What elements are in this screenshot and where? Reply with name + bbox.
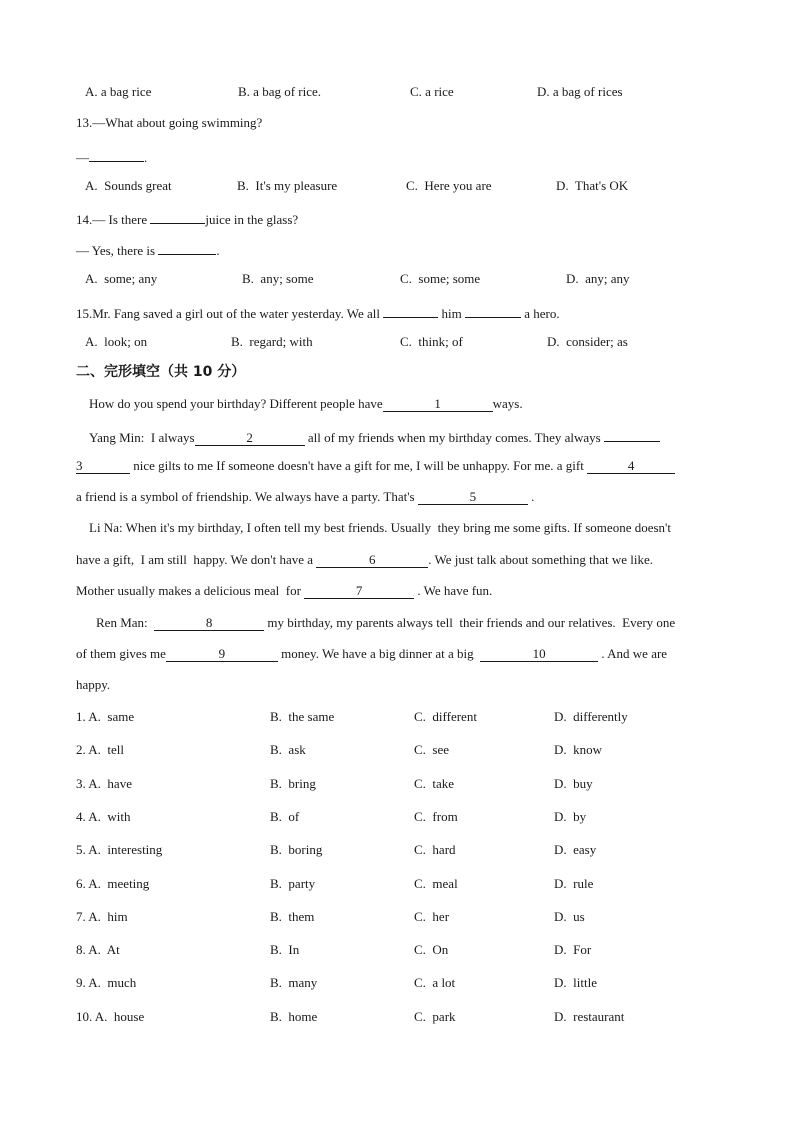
passage-text: a friend is a symbol of friendship. We always have a party. That's: [76, 489, 418, 504]
cloze-q4-option-d[interactable]: D. by: [554, 809, 587, 824]
cloze-q7-option-a[interactable]: 7. A. him: [76, 909, 128, 924]
cloze-q6-option-a[interactable]: 6. A. meeting: [76, 876, 150, 891]
passage-text: Ren Man:: [96, 615, 155, 630]
cloze-q5-option-b[interactable]: B. boring: [270, 842, 323, 857]
passage-line-10: happy.: [76, 677, 111, 692]
passage-line-6: [76, 552, 653, 568]
q13-option-d[interactable]: D. That's OK: [556, 178, 629, 193]
passage-text: How do you spend your birthday? Different people have: [89, 396, 383, 411]
q12-option-a[interactable]: A. a bag rice: [85, 84, 152, 99]
cloze-q3-option-a[interactable]: 3. A. have: [76, 776, 132, 791]
q13-option-c[interactable]: C. Here you are: [406, 178, 492, 193]
passage-line-9: [76, 646, 667, 662]
cloze-q4-option-c[interactable]: C. from: [414, 809, 458, 824]
cloze-blank-3[interactable]: 3: [76, 459, 130, 474]
cloze-q6-option-d[interactable]: D. rule: [554, 876, 594, 891]
passage-text: of them gives me: [76, 646, 166, 661]
cloze-q8-option-d[interactable]: D. For: [554, 942, 592, 957]
cloze-q3-option-b[interactable]: B. bring: [270, 776, 316, 791]
cloze-q9-option-a[interactable]: 9. A. much: [76, 975, 137, 990]
cloze-blank-6[interactable]: 6: [316, 553, 428, 568]
q13-reply-suffix: .: [144, 150, 148, 165]
passage-text: .: [527, 489, 535, 504]
passage-line-8: [96, 615, 675, 631]
q14-reply: [76, 240, 220, 259]
passage-text: ways.: [492, 396, 523, 411]
q13-stem: 13.—What about going swimming?: [76, 115, 263, 130]
cloze-blank-1[interactable]: 1: [383, 397, 493, 412]
passage-line-2: [89, 427, 660, 446]
q14-stem-a: 14.— Is there: [76, 212, 151, 227]
cloze-q4-option-b[interactable]: B. of: [270, 809, 300, 824]
cloze-q2-option-a[interactable]: 2. A. tell: [76, 742, 125, 757]
q15-option-d[interactable]: D. consider; as: [547, 334, 628, 349]
passage-line-3: [76, 458, 675, 474]
passage-text: Yang Min: I always: [89, 430, 195, 445]
cloze-q8-option-b[interactable]: B. In: [270, 942, 300, 957]
q14-option-d[interactable]: D. any; any: [566, 271, 630, 286]
cloze-blank-2[interactable]: 2: [195, 431, 305, 446]
cloze-q2-option-c[interactable]: C. see: [414, 742, 450, 757]
q14-reply-prefix: — Yes, there is: [76, 243, 159, 258]
cloze-q3-option-d[interactable]: D. buy: [554, 776, 593, 791]
cloze-q8-option-a[interactable]: 8. A. At: [76, 942, 120, 957]
q15-stem-b: him: [438, 306, 465, 321]
q12-option-c[interactable]: C. a rice: [410, 84, 454, 99]
cloze-q10-option-b[interactable]: B. home: [270, 1009, 318, 1024]
cloze-blank-7[interactable]: 7: [304, 584, 414, 599]
cloze-q10-option-a[interactable]: 10. A. house: [76, 1009, 145, 1024]
q15-option-c[interactable]: C. think; of: [400, 334, 463, 349]
passage-text: . We have fun.: [414, 583, 493, 598]
q12-option-b[interactable]: B. a bag of rice.: [238, 84, 322, 99]
q15-stem: [76, 303, 560, 322]
q12-option-d[interactable]: D. a bag of rices: [537, 84, 623, 99]
q13-reply-prefix: —: [76, 150, 89, 165]
passage-line-4: [76, 489, 534, 505]
cloze-q9-option-c[interactable]: C. a lot: [414, 975, 456, 990]
cloze-q6-option-b[interactable]: B. party: [270, 876, 316, 891]
q14-option-c[interactable]: C. some; some: [400, 271, 481, 286]
passage-text: nice gilts to me If someone doesn't have a gift for me, I will be unhappy. For me. a gift: [130, 458, 588, 473]
q14-stem: [76, 209, 298, 228]
cloze-blank-3-start[interactable]: [604, 427, 660, 442]
cloze-blank-9[interactable]: 9: [166, 647, 278, 662]
passage-text: my birthday, my parents always tell their friends and our relatives. Every one: [264, 615, 676, 630]
cloze-q4-option-a[interactable]: 4. A. with: [76, 809, 131, 824]
passage-text: money. We have a big dinner at a big: [277, 646, 481, 661]
q13-option-b[interactable]: B. It's my pleasure: [237, 178, 338, 193]
cloze-q9-option-d[interactable]: D. little: [554, 975, 597, 990]
q13-reply: [76, 147, 147, 166]
passage-line-7: [76, 583, 492, 599]
cloze-q1-option-b[interactable]: B. the same: [270, 709, 335, 724]
cloze-q7-option-d[interactable]: D. us: [554, 909, 585, 924]
cloze-q8-option-c[interactable]: C. On: [414, 942, 449, 957]
q14-blank-1[interactable]: [150, 209, 205, 224]
passage-line-5: Li Na: When it's my birthday, I often tell my best friends. Usually they bring me some gifts. If someone doesn't: [89, 520, 671, 535]
q14-blank-2[interactable]: [158, 240, 216, 255]
q15-stem-a: 15.Mr. Fang saved a girl out of the water yesterday. We all: [76, 306, 384, 321]
cloze-q10-option-c[interactable]: C. park: [414, 1009, 456, 1024]
cloze-q6-option-c[interactable]: C. meal: [414, 876, 458, 891]
q14-stem-b: juice in the glass?: [205, 212, 299, 227]
q13-blank[interactable]: [89, 147, 144, 162]
cloze-q10-option-d[interactable]: D. restaurant: [554, 1009, 625, 1024]
passage-text: all of my friends when my birthday comes. They always: [304, 430, 604, 445]
q15-stem-c: a hero.: [521, 306, 560, 321]
cloze-q7-option-c[interactable]: C. her: [414, 909, 450, 924]
q15-blank-2[interactable]: [465, 303, 521, 318]
cloze-blank-5[interactable]: 5: [418, 490, 528, 505]
passage-text: . And we are: [598, 646, 668, 661]
q14-option-b[interactable]: B. any; some: [242, 271, 314, 286]
cloze-blank-4[interactable]: 4: [587, 459, 675, 474]
q15-option-b[interactable]: B. regard; with: [231, 334, 313, 349]
cloze-blank-10[interactable]: 10: [480, 647, 598, 662]
cloze-q2-option-d[interactable]: D. know: [554, 742, 603, 757]
passage-text: . We just talk about something that we like.: [428, 552, 654, 567]
cloze-q1-option-c[interactable]: C. different: [414, 709, 477, 724]
q14-reply-suffix: .: [216, 243, 220, 258]
passage-text: have a gift, I am still happy. We don't have a: [76, 552, 317, 567]
q13-option-a[interactable]: A. Sounds great: [85, 178, 172, 193]
cloze-q9-option-b[interactable]: B. many: [270, 975, 318, 990]
q15-option-a[interactable]: A. look; on: [85, 334, 148, 349]
cloze-blank-8[interactable]: 8: [154, 616, 264, 631]
cloze-q2-option-b[interactable]: B. ask: [270, 742, 306, 757]
cloze-q1-option-d[interactable]: D. differently: [554, 709, 628, 724]
cloze-q1-option-a[interactable]: 1. A. same: [76, 709, 135, 724]
cloze-q3-option-c[interactable]: C. take: [414, 776, 455, 791]
cloze-q5-option-a[interactable]: 5. A. interesting: [76, 842, 163, 857]
section-heading: 二、完形填空（共 10 分）: [76, 364, 246, 380]
cloze-q5-option-d[interactable]: D. easy: [554, 842, 597, 857]
q15-blank-1[interactable]: [383, 303, 438, 318]
q14-option-a[interactable]: A. some; any: [85, 271, 158, 286]
cloze-q5-option-c[interactable]: C. hard: [414, 842, 456, 857]
passage-text: Mother usually makes a delicious meal for: [76, 583, 305, 598]
passage-line-1: [89, 396, 523, 412]
cloze-q7-option-b[interactable]: B. them: [270, 909, 315, 924]
